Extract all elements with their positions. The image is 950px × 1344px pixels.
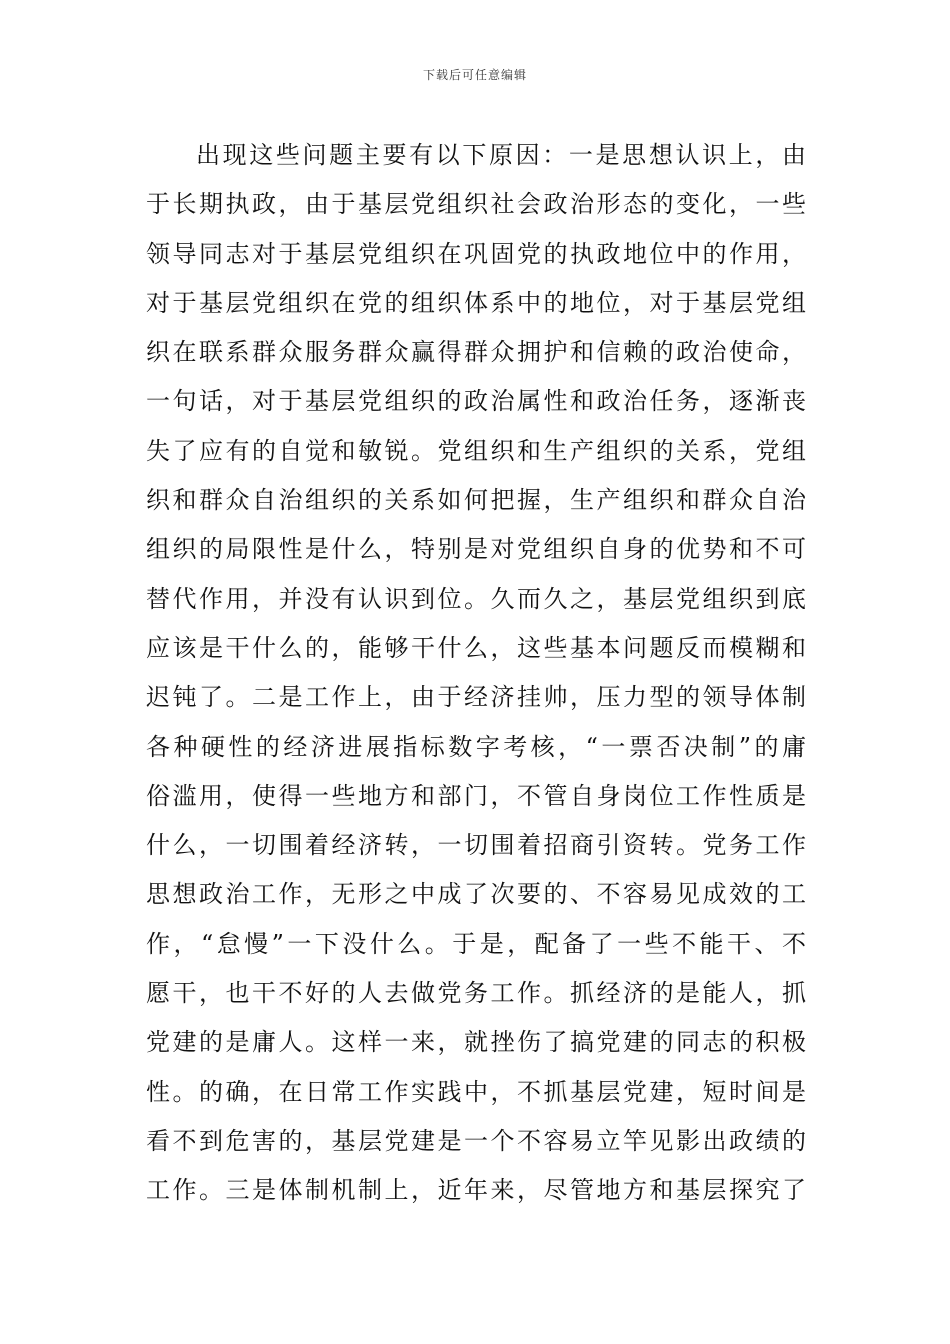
- text-line: 织在联系群众服务群众赢得群众拥护和信赖的政治使命，: [146, 338, 806, 367]
- text-line: 应该是干什么的，能够干什么，这些基本问题反而模糊和: [146, 633, 806, 662]
- text-line: 什么，一切围着经济转，一切围着招商引资转。党务工作: [146, 831, 806, 860]
- text-line: 各种硬性的经济进展指标数字考核，“一票否决制”的庸: [146, 732, 806, 761]
- text-line: 工作。三是体制机制上，近年来，尽管地方和基层探究了: [146, 1176, 806, 1205]
- text-line: 迟钝了。二是工作上，由于经济挂帅，压力型的领导体制: [146, 683, 806, 712]
- text-line: 出现这些问题主要有以下原因：一是思想认识上，由: [196, 141, 806, 169]
- text-line: 思想政治工作，无形之中成了次要的、不容易见成效的工: [146, 880, 806, 909]
- text-line: 织和群众自治组织的关系如何把握，生产组织和群众自治: [146, 486, 806, 515]
- text-line: 于长期执政，由于基层党组织社会政治形态的变化，一些: [146, 190, 806, 219]
- text-line: 性。的确，在日常工作实践中，不抓基层党建，短时间是: [146, 1077, 806, 1106]
- text-line: 俗滥用，使得一些地方和部门，不管自身岗位工作性质是: [146, 781, 806, 810]
- text-line: 党建的是庸人。这样一来，就挫伤了搞党建的同志的积极: [146, 1028, 806, 1057]
- body-paragraph: [146, 131, 806, 1216]
- page-header-note: 下载后可任意编辑: [422, 68, 527, 82]
- text-line: 一句话，对于基层党组织的政治属性和政治任务，逐渐丧: [146, 387, 806, 416]
- text-line: 愿干，也干不好的人去做党务工作。抓经济的是能人，抓: [146, 979, 806, 1008]
- text-line: 作，“怠慢”一下没什么。于是，配备了一些不能干、不: [146, 929, 806, 958]
- text-line: 领导同志对于基层党组织在巩固党的执政地位中的作用，: [146, 239, 806, 268]
- text-line: 看不到危害的，基层党建是一个不容易立竿见影出政绩的: [146, 1126, 806, 1155]
- text-line: 组织的局限性是什么，特别是对党组织自身的优势和不可: [146, 535, 806, 564]
- text-line: 替代作用，并没有认识到位。久而久之，基层党组织到底: [146, 584, 806, 613]
- text-line: 对于基层党组织在党的组织体系中的地位，对于基层党组: [146, 288, 806, 317]
- text-line: 失了应有的自觉和敏锐。党组织和生产组织的关系，党组: [146, 436, 806, 465]
